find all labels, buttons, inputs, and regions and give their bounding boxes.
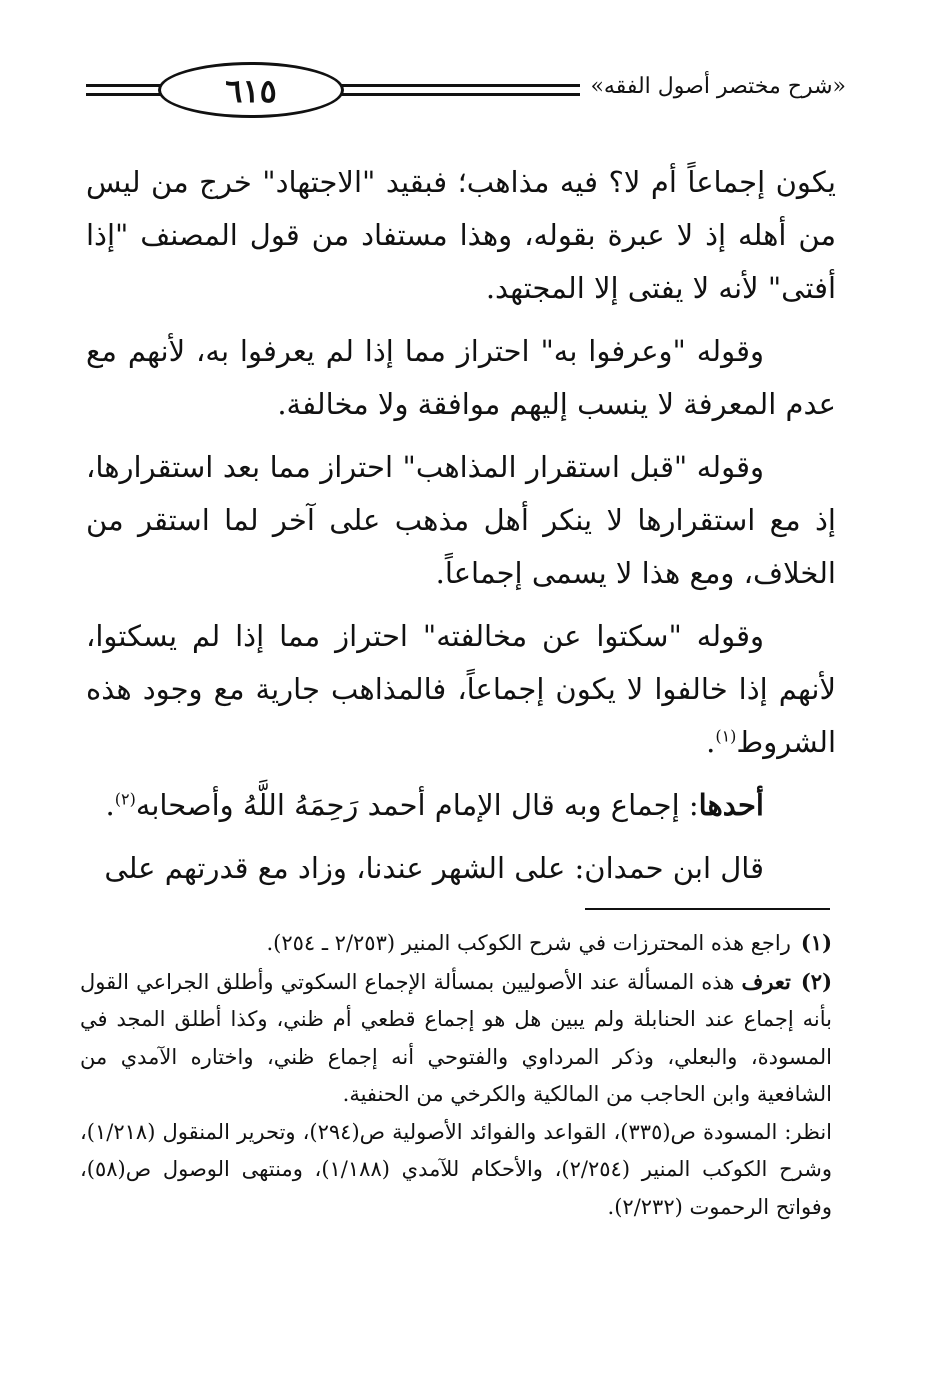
paragraph-text: : إجماع وبه قال الإمام أحمد رَحِمَهُ اللَّهُ وأصحابه xyxy=(135,788,699,822)
footnote-ref[interactable]: (٢) xyxy=(114,789,136,809)
paragraph-end: . xyxy=(706,725,716,759)
footnote-2 xyxy=(80,963,832,1114)
main-text xyxy=(86,156,836,905)
footnotes xyxy=(80,924,832,1226)
paragraph xyxy=(86,610,836,769)
footnote-text: راجع هذه المحترزات في شرح الكوكب المنير (٢/٢٥٣ ـ ٢٥٤). xyxy=(266,931,791,955)
running-title: «شرح مختصر أصول الفقه» xyxy=(580,74,846,99)
paragraph: وقوله "وعرفوا به" احتراز مما إذا لم يعرفوا به، لأنهم مع عدم المعرفة لا ينسب إليهم موافقة ولا مخالفة. xyxy=(86,334,836,421)
footnote-number: (١) xyxy=(800,930,832,955)
footnote-number: (٢) xyxy=(800,968,832,994)
paragraph: وقوله "قبل استقرار المذاهب" احتراز مما بعد استقرارها، إذ مع استقرارها لا ينكر أهل مذهب على آخر لما استقر من الخلاف، ومع هذا لا يسمى إجماعاً. xyxy=(86,450,836,590)
lead-word: تعرف xyxy=(741,968,791,994)
footnote-1 xyxy=(80,924,832,963)
paragraph-end: . xyxy=(105,788,115,822)
paragraph xyxy=(86,779,836,832)
lead-word: أحدها xyxy=(698,788,764,822)
footnote-separator xyxy=(585,908,830,910)
paragraph: قال ابن حمدان: على الشهر عندنا، وزاد مع قدرتهم على xyxy=(104,851,764,885)
footnote-ref[interactable]: (١) xyxy=(715,726,737,746)
paragraph-text: وقوله "سكتوا عن مخالفته" احتراز مما إذا لم يسكتوا، لأنهم إذا خالفوا لا يكون إجماعاً، فالمذاهب جارية مع وجود هذه الشروط xyxy=(86,619,836,759)
page-header xyxy=(86,60,846,120)
footnote-2-references: انظر: المسودة ص(٣٣٥)، القواعد والفوائد الأصولية ص(٢٩٤)، وتحرير المنقول (١/٢١٨)، وشرح الكوكب المنير (٢/٢٥٤)، والأحكام للآمدي (١/١٨٨)، ومنتهى الوصول ص(٥٨)، وفواتح الرحموت (٢/٢٣٢). xyxy=(80,1119,832,1219)
page-number: ٦١٥ xyxy=(158,62,344,118)
footnote-text: هذه المسألة عند الأصوليين بمسألة الإجماع السكوتي وأطلق الجراعي القول بأنه إجماع عند الحنابلة ولم يبين هل هو إجماع قطعي أم ظني، وكذا أطلق المجد في المسودة، والبعلي، وذكر المرداوي والفتوحي أنه إجماع ظني، واختاره الآمدي من الشافعية وابن الحاجب من المالكية والكرخي من الحنفية. xyxy=(80,969,832,1106)
paragraph: يكون إجماعاً أم لا؟ فيه مذاهب؛ فبقيد "الاجتهاد" خرج من ليس من أهله إذ لا عبرة بقوله، وهذا مستفاد من قول المصنف "إذا أفتى" لأنه لا يفتى إلا المجتهد. xyxy=(86,165,836,305)
